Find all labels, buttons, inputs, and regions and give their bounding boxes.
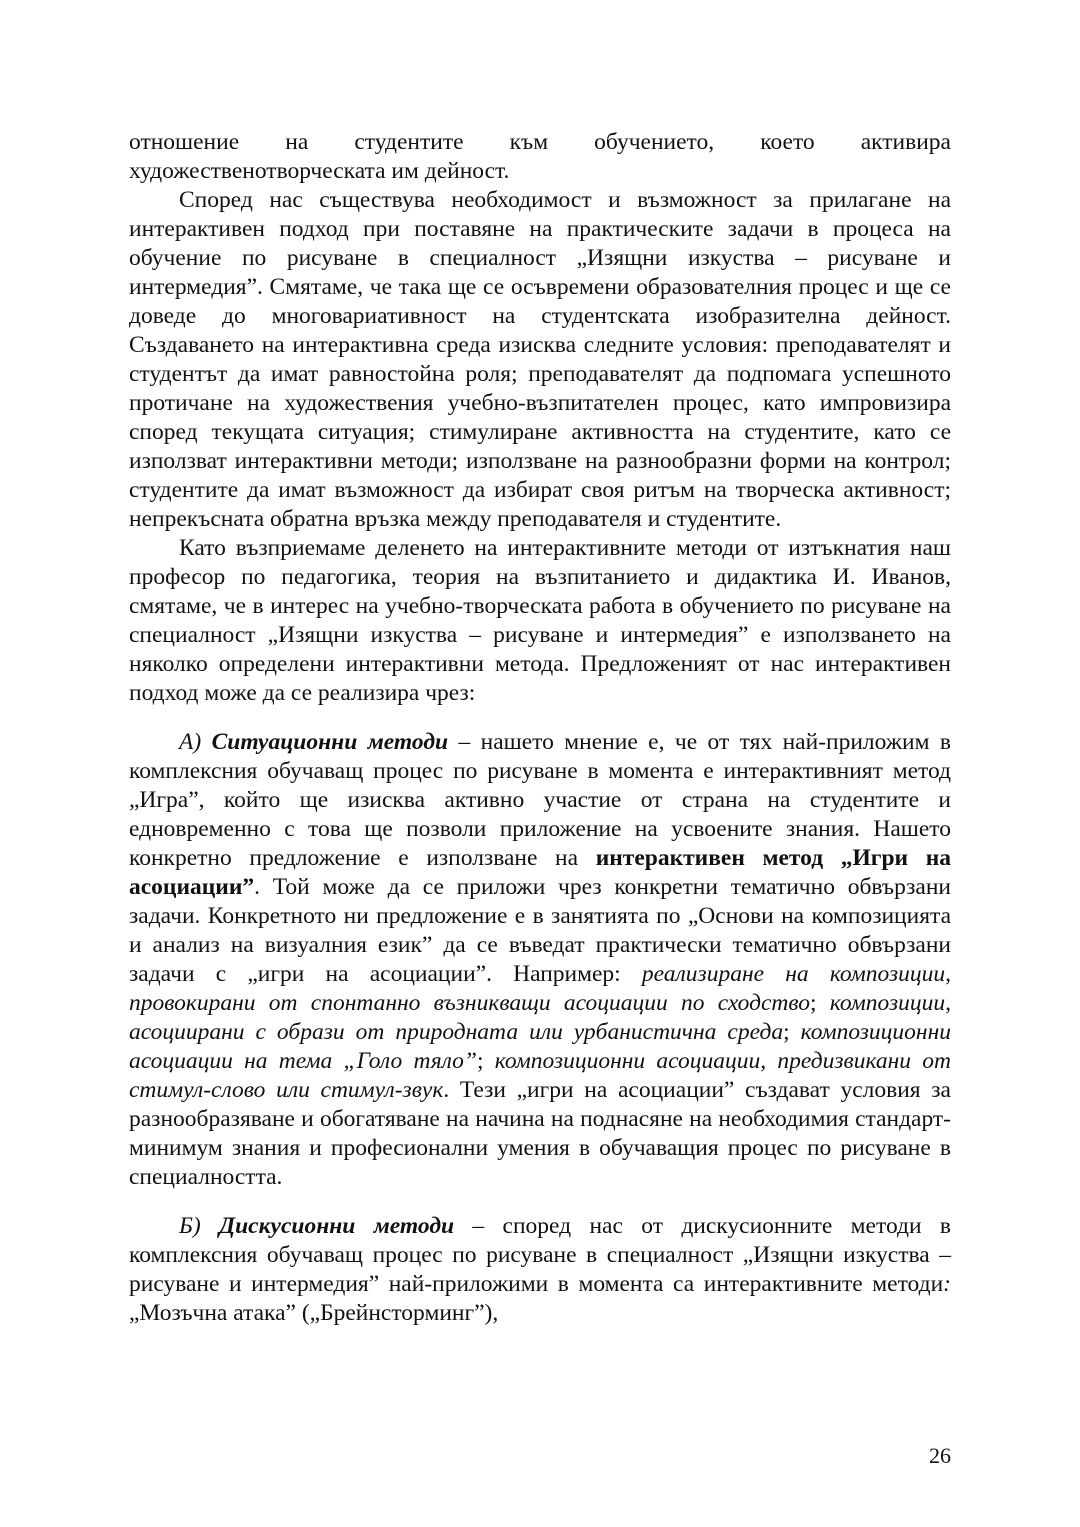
section-b-paragraph xyxy=(129,1212,951,1328)
section-b-text-2: „Мозъчна атака” („Брейнсторминг”), xyxy=(129,1300,499,1326)
paragraph-1: отношение на студентите към обучението, което активира художественотворческата им дейност. xyxy=(129,129,951,184)
section-a-bold-method: интерактивен метод „Игри на асоциации” xyxy=(129,845,951,900)
paragraph-2: Според нас съществува необходимост и възможност за прилагане на интерактивен подход при поставяне на практическите задачи в процеса на обучение по рисуване в специалност „Изящни изкуства – рисуване и интермедия”. Смятаме, че така ще се осъвремени образователния процес и ще се доведе до многовариативност на студентската изобразителна дейност. Създаването на интерактивна среда изисква следните условия: преподавателят и студентът да имат равностойна роля; преподавателят да подпомага успешното протичане на художествения учебно-възпитателен процес, като импровизира според текущата ситуация; стимулиране активността на студентите, като се използват интерактивни методи; използване на разнообразни форми на контрол; студентите да имат възможност да избират своя ритъм на творческа активност; непрекъсната обратна връзка между преподавателя и студентите. xyxy=(129,187,951,532)
section-a-sep-1: ; xyxy=(810,990,830,1016)
section-a-text-3: . Тези „игри на асоциации” създават условия за разнообразяване и обогатяване на начина на поднасяне на необходимия стандарт-минимум знания и професионални умения в обучаващия процес по рисуване в специалността. xyxy=(129,1077,951,1190)
paragraph-3: Като възприемаме деленето на интерактивните методи от изтъкнатия наш професор по педагогика, теория на възпитанието и дидактика И. Иванов, смятаме, че в интерес на учебно-творческата работа в обучението по рисуване на специалност „Изящни изкуства – рисуване и интермедия” е използването на няколко определени интерактивни метода. Предложеният от нас интерактивен подход може да се реализира чрез: xyxy=(129,535,951,706)
section-b-marker: Б) xyxy=(179,1213,220,1239)
section-b-text-1: – според нас от дискусионните методи в комплексния обучаващ процес по рисуване в специалност „Изящни изкуства – рисуване и интермедия” най-приложими в момента са интерактивните методи xyxy=(129,1213,951,1297)
page-number: 26 xyxy=(929,1443,951,1468)
section-b-colon: : xyxy=(943,1271,951,1297)
section-a-sep-2: ; xyxy=(783,1019,801,1045)
section-a-paragraph xyxy=(129,728,951,1192)
section-a-text-1: – нашето мнение е, че от тях най-приложим в комплексния обучаващ процес по рисуване в момента е интерактивният метод „Игра”, който ще изисква активно участие от страна на студентите и едновременно с това ще позволи приложение на усвоените знания. Нашето конкретно предложение е използване на xyxy=(129,729,952,871)
section-a-sep-3: ; xyxy=(477,1048,495,1074)
section-b-heading: Дискусионни методи xyxy=(219,1213,455,1239)
section-a-example-2: композиции, асоциирани с образи от природната или урбанистична среда xyxy=(129,990,952,1045)
section-a-example-4: композиционни асоциации, предизвикани от стимул-слово или стимул-звук xyxy=(129,1048,951,1103)
page-body xyxy=(129,128,951,1328)
section-a-example-3: композиционни асоциации на тема „Голо тяло” xyxy=(129,1019,951,1074)
section-a-example-1: реализиране на композиции, провокирани от спонтанно възникващи асоциации по сходство xyxy=(129,961,952,1016)
section-a-heading: Ситуационни методи xyxy=(211,729,449,755)
section-a-marker: А) xyxy=(179,729,212,755)
section-a-text-2: . Той може да се приложи чрез конкретни тематично обвързани задачи. Конкретното ни предложение е в занятията по „Основи на композицията и анализ на визуалния език” да се въведат практически тематично обвързани задачи с „игри на асоциации”. Например: xyxy=(129,874,951,987)
